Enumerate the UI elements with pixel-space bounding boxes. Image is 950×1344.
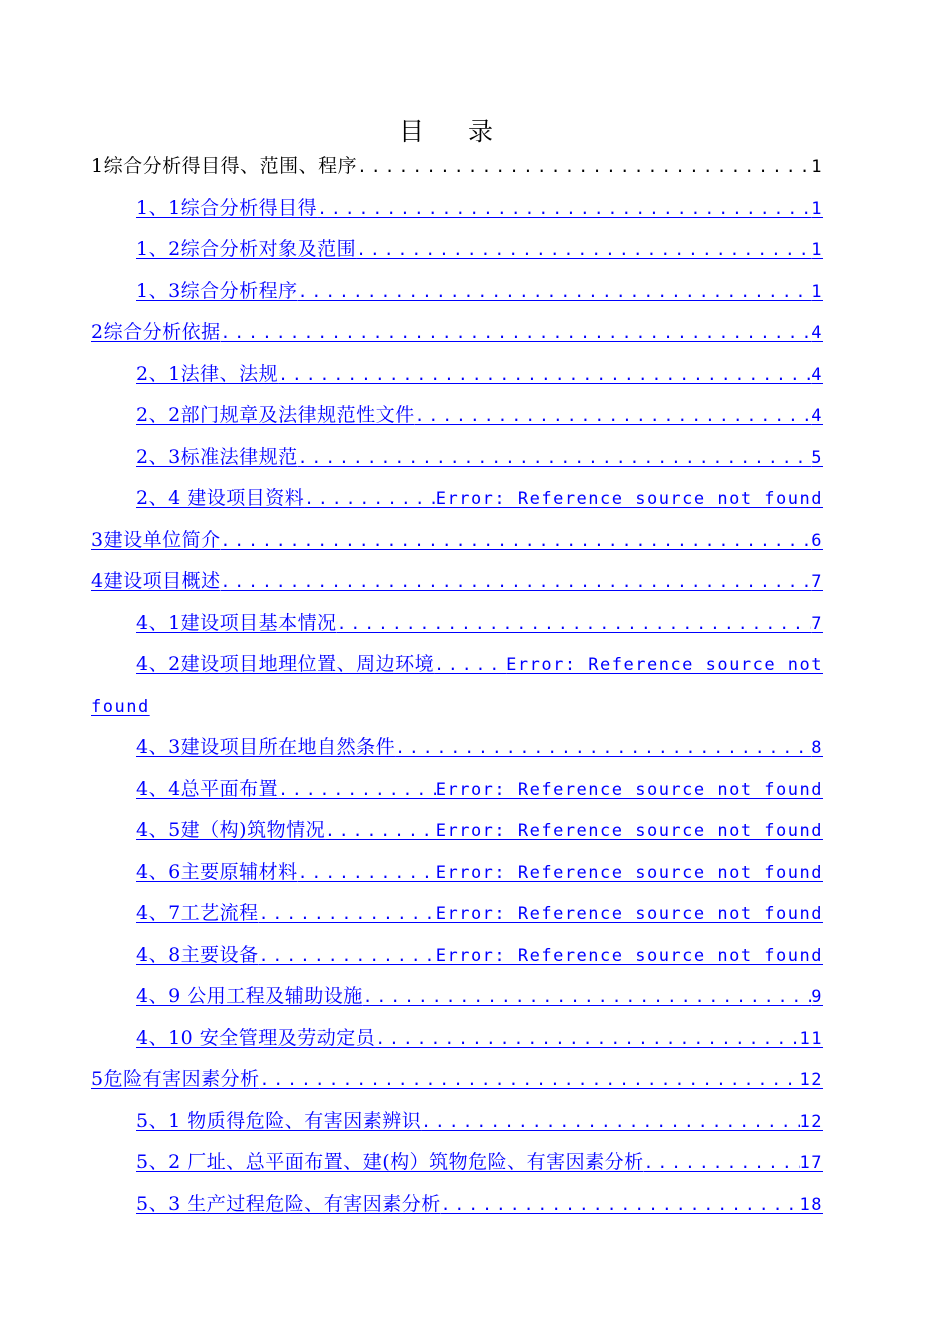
toc-entry-text: 4、9 公用工程及辅助设施: [136, 985, 363, 1007]
toc-entry-page: 12: [799, 1070, 823, 1090]
toc-entry-page: 9: [811, 987, 823, 1007]
toc-list: [91, 146, 823, 1225]
toc-entry-page: Error: Reference source not found: [435, 904, 823, 924]
toc-entry-page: 1: [811, 281, 823, 302]
toc-entry-continuation: found: [91, 696, 150, 717]
toc-leader-dots: [441, 1184, 800, 1226]
toc-leader-dots: [298, 271, 812, 313]
toc-entry-text: 1、1综合分析得目得: [136, 196, 318, 219]
toc-leader-dots: [644, 1142, 800, 1184]
toc-leader-dots: [278, 769, 436, 811]
toc-section-entry[interactable]: [91, 437, 823, 479]
toc-section-entry[interactable]: [91, 727, 823, 769]
toc-leader-dots: [304, 478, 436, 520]
toc-entry-page: 18: [799, 1194, 823, 1215]
toc-section-entry[interactable]: [91, 229, 823, 271]
toc-leader-dots: [259, 893, 436, 935]
toc-entry-page: Error: Reference source not found: [435, 821, 823, 841]
toc-leader-dots: [415, 395, 812, 437]
toc-chapter-entry: [91, 146, 823, 188]
toc-section-entry[interactable]: [91, 852, 823, 894]
toc-leader-dots: [221, 312, 812, 354]
toc-title: 目 录: [399, 117, 511, 146]
toc-leader-dots: [421, 1101, 799, 1143]
toc-entry-text: 4、3建设项目所在地自然条件: [136, 736, 396, 758]
toc-entry-text: 4、4总平面布置: [136, 777, 279, 800]
toc-section-entry[interactable]: [91, 1142, 823, 1184]
toc-entry-text: 4、2建设项目地理位置、周边环境: [136, 653, 435, 675]
toc-entry-text: 4、7工艺流程: [136, 902, 259, 924]
toc-entry-text: 4、5建（构)筑物情况: [136, 819, 326, 841]
toc-leader-dots: [298, 852, 436, 894]
toc-entry-page: 1: [811, 198, 823, 219]
toc-entry-text: 5、1 物质得危险、有害因素辨识: [136, 1109, 422, 1132]
toc-entry-text: 1、3综合分析程序: [136, 279, 298, 302]
toc-entry-text: 1、2综合分析对象及范围: [136, 238, 357, 260]
toc-entry-page: 4: [811, 323, 823, 343]
toc-entry-text: 4建设项目概述: [91, 570, 221, 592]
toc-entry-page: Error: Reference source not found: [435, 779, 823, 800]
toc-section-entry[interactable]: [91, 893, 823, 935]
toc-leader-dots: [434, 644, 506, 686]
toc-section-entry[interactable]: [91, 935, 823, 977]
toc-entry-page: Error: Reference source not found: [435, 945, 823, 966]
toc-entry-text: 5危险有害因素分析: [91, 1068, 260, 1090]
toc-section-entry[interactable]: [91, 354, 823, 396]
toc-leader-dots: [395, 727, 811, 769]
toc-entry-page: 1: [811, 157, 823, 177]
toc-section-entry[interactable]: [91, 1184, 823, 1226]
toc-leader-dots: [221, 520, 812, 562]
toc-chapter-entry[interactable]: [91, 312, 823, 354]
toc-leader-dots: [363, 976, 812, 1018]
toc-entry-text: 4、10 安全管理及劳动定员: [136, 1026, 376, 1049]
toc-entry-page: Error: Reference source not: [506, 655, 823, 675]
toc-chapter-entry[interactable]: [91, 561, 823, 603]
toc-section-entry[interactable]: [91, 395, 823, 437]
toc-entry-page: 4: [811, 364, 823, 385]
toc-entry-page: 1: [811, 240, 823, 260]
toc-leader-dots: [221, 561, 812, 603]
toc-chapter-entry[interactable]: [91, 520, 823, 562]
toc-section-entry[interactable]: [91, 769, 823, 811]
toc-entry-text: 4、6主要原辅材料: [136, 860, 298, 883]
toc-entry-text: 2综合分析依据: [91, 321, 221, 343]
toc-entry[interactable]: [91, 644, 823, 727]
toc-entry-text: 5、2 厂址、总平面布置、建(构）筑物危险、有害因素分析: [136, 1151, 644, 1173]
toc-entry-page: Error: Reference source not found: [435, 862, 823, 883]
toc-leader-dots: [356, 229, 811, 271]
toc-section-entry[interactable]: [91, 1018, 823, 1060]
toc-entry-page: Error: Reference source not found: [435, 489, 823, 509]
toc-leader-dots: [260, 1059, 800, 1101]
toc-entry-page: 11: [799, 1028, 823, 1049]
toc-leader-dots: [325, 810, 436, 852]
toc-leader-dots: [317, 188, 811, 230]
toc-section-entry[interactable]: [91, 603, 823, 645]
toc-section-entry[interactable]: [91, 1101, 823, 1143]
toc-entry-page: 5: [811, 447, 823, 468]
toc-section-entry[interactable]: [91, 271, 823, 313]
toc-entry-page: 7: [811, 613, 823, 634]
toc-section-entry[interactable]: [91, 976, 823, 1018]
toc-entry-page: 4: [811, 406, 823, 426]
toc-entry-page: 17: [799, 1153, 823, 1173]
toc-entry-text: 4、8主要设备: [136, 943, 259, 966]
toc-entry-page: 7: [811, 572, 823, 592]
toc-leader-dots: [259, 935, 436, 977]
toc-entry-text: 2、2部门规章及法律规范性文件: [136, 404, 415, 426]
toc-leader-dots: [357, 146, 811, 188]
toc-entry-text: 2、3标准法律规范: [136, 445, 298, 468]
toc-entry-text: 2、4 建设项目资料: [136, 487, 305, 509]
toc-entry-text: 2、1法律、法规: [136, 362, 279, 385]
toc-entry-text: 4、1建设项目基本情况: [136, 611, 337, 634]
toc-section-entry[interactable]: [91, 810, 823, 852]
toc-leader-dots: [375, 1018, 799, 1060]
toc-entry-page: 6: [811, 530, 823, 551]
toc-entry-text: 5、3 生产过程危险、有害因素分析: [136, 1192, 441, 1215]
toc-section-entry[interactable]: [91, 478, 823, 520]
toc-entry-page: 12: [799, 1111, 823, 1132]
toc-section-entry[interactable]: [91, 188, 823, 230]
toc-leader-dots: [278, 354, 811, 396]
toc-leader-dots: [337, 603, 812, 645]
toc-leader-dots: [298, 437, 812, 479]
toc-entry-text: 1综合分析得目得、范围、程序: [91, 155, 358, 177]
toc-entry-text: 3建设单位简介: [91, 528, 221, 551]
toc-entry-page: 8: [811, 738, 823, 758]
toc-chapter-entry[interactable]: [91, 1059, 823, 1101]
